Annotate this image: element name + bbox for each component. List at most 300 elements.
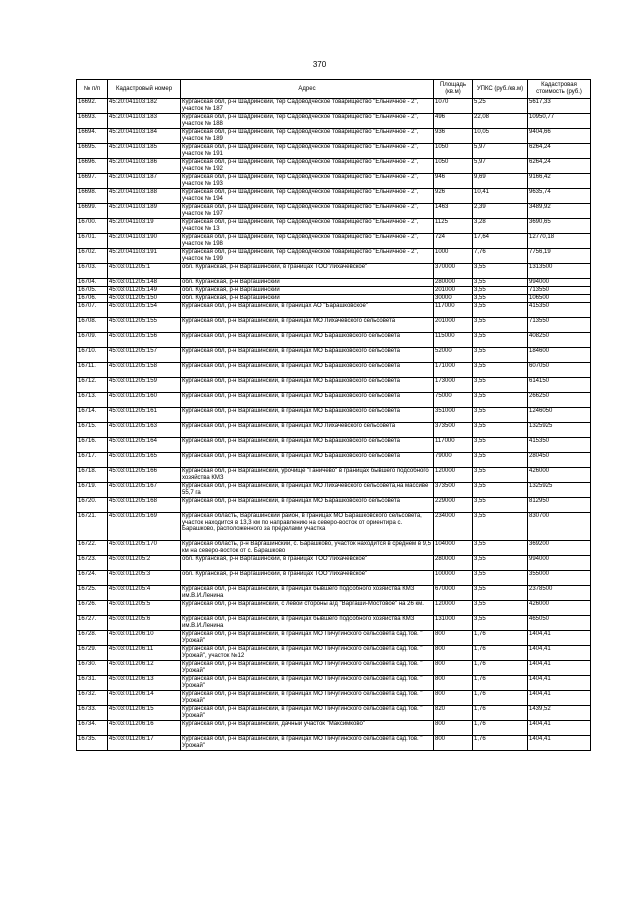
cell-row-number: 16722. xyxy=(77,541,108,556)
cell-cadastral-value: 713550 xyxy=(528,287,591,295)
cell-upks: 3,55 xyxy=(473,408,528,423)
cell-area: 280000 xyxy=(434,279,473,287)
cell-cadastral-value: 713550 xyxy=(528,318,591,333)
table-row xyxy=(77,736,591,751)
cell-cadastral-value: 426000 xyxy=(528,601,591,616)
cell-address: обл. Курганская, р-н Варгашинский xyxy=(181,295,434,303)
cell-cadastral-number: 45:03:011205:155 xyxy=(108,318,181,333)
table-row xyxy=(77,616,591,631)
cell-address: Курганская обл, р-н Варгашинский, в границах МО Барашковского сельсовета xyxy=(181,453,434,468)
cell-row-number: 16717. xyxy=(77,453,108,468)
cell-upks: 1,76 xyxy=(473,736,528,751)
cell-upks: 3,55 xyxy=(473,541,528,556)
header-upks: УПКС (руб./кв.м) xyxy=(473,80,528,99)
table-row xyxy=(77,631,591,646)
cell-cadastral-value: 1404,41 xyxy=(528,691,591,706)
cell-cadastral-number: 45:03:011205:163 xyxy=(108,423,181,438)
cell-area: 280000 xyxy=(434,556,473,571)
cell-cadastral-number: 45:03:011205:164 xyxy=(108,438,181,453)
cell-area: 79000 xyxy=(434,453,473,468)
cell-cadastral-value: 1325925 xyxy=(528,423,591,438)
cell-address: Курганская обл, р-н Варгашинский, в границах МО Пичугинского сельсовета сад.тов. " Урожай" xyxy=(181,676,434,691)
cell-area: 800 xyxy=(434,661,473,676)
cell-cadastral-value: 106500 xyxy=(528,295,591,303)
table-row xyxy=(77,333,591,348)
cell-upks: 3,55 xyxy=(473,393,528,408)
table-row xyxy=(77,234,591,249)
cell-address: Курганская обл, р-н Варгашинский, в границах МО Барашковского сельсовета xyxy=(181,378,434,393)
cell-area: 946 xyxy=(434,174,473,189)
cell-cadastral-number: 45:03:011205:168 xyxy=(108,498,181,513)
cell-row-number: 16727. xyxy=(77,616,108,631)
table-row xyxy=(77,99,591,114)
table-row xyxy=(77,114,591,129)
cell-address: Курганская обл, р-н Варгашинский, в границах АО "Барашковское" xyxy=(181,303,434,318)
cell-cadastral-number: 45:03:011205:156 xyxy=(108,333,181,348)
cell-cadastral-value: 184600 xyxy=(528,348,591,363)
cell-upks: 10,41 xyxy=(473,189,528,204)
cell-cadastral-value: 10950,77 xyxy=(528,114,591,129)
table-row xyxy=(77,438,591,453)
table-row xyxy=(77,498,591,513)
cell-cadastral-value: 9404,66 xyxy=(528,129,591,144)
cell-upks: 1,76 xyxy=(473,646,528,661)
cell-address: Курганская обл, р-н Варгашинский, в границах МО Барашковского сельсовета xyxy=(181,498,434,513)
cell-cadastral-value: 2378500 xyxy=(528,586,591,601)
cell-address: Курганская обл, р-н Шадринский, тер Садоводческое товарищество "Ельничное - 2", участок № 187 xyxy=(181,99,434,114)
cell-address: Курганская обл, р-н Шадринский, тер Садоводческое товарищество "Ельничное - 2", участок № 198 xyxy=(181,234,434,249)
cell-cadastral-number: 45:03:011205:159 xyxy=(108,378,181,393)
cell-area: 800 xyxy=(434,676,473,691)
cell-upks: 3,55 xyxy=(473,295,528,303)
cell-address: Курганская обл, р-н Варгашинский, в границах МО Пичугинского сельсовета сад.тов. " Урожай" xyxy=(181,631,434,646)
cell-area: 800 xyxy=(434,646,473,661)
cell-address: Курганская обл, р-н Шадринский, тер Садоводческое товарищество "Ельничное - 2", участок № 193 xyxy=(181,174,434,189)
cell-address: Курганская обл, р-н Варгашинский, в границах бывшего подсобного хозяйства КМЗ им.В.И.Ленина xyxy=(181,616,434,631)
cell-row-number: 16704. xyxy=(77,279,108,287)
table-row xyxy=(77,144,591,159)
cell-upks: 1,76 xyxy=(473,661,528,676)
cell-upks: 3,55 xyxy=(473,348,528,363)
cell-cadastral-value: 3489,92 xyxy=(528,204,591,219)
table-row xyxy=(77,303,591,318)
cell-cadastral-value: 355000 xyxy=(528,571,591,586)
cell-address: Курганская обл, р-н Варгашинский, в границах бывшего подсобного хозяйства КМЗ им.В.И.Ленина xyxy=(181,586,434,601)
cell-area: 800 xyxy=(434,736,473,751)
cell-cadastral-value: 415350 xyxy=(528,303,591,318)
cell-cadastral-number: 45:03:011206:11 xyxy=(108,646,181,661)
cell-cadastral-value: 408250 xyxy=(528,333,591,348)
cell-cadastral-number: 45:20:041103:191 xyxy=(108,249,181,264)
cell-row-number: 16703. xyxy=(77,264,108,279)
cell-cadastral-number: 45:03:011205:161 xyxy=(108,408,181,423)
cell-upks: 3,55 xyxy=(473,264,528,279)
header-cadastral-number: Кадастровый номер xyxy=(108,80,181,99)
cell-area: 800 xyxy=(434,691,473,706)
cell-row-number: 16734. xyxy=(77,721,108,736)
cell-area: 926 xyxy=(434,189,473,204)
cell-upks: 3,55 xyxy=(473,586,528,601)
cell-cadastral-value: 812950 xyxy=(528,498,591,513)
table-row xyxy=(77,513,591,541)
cell-cadastral-value: 1404,41 xyxy=(528,646,591,661)
cell-address: Курганская обл, р-н Шадринский, тер Садоводческое товарищество "Ельничное - 2", участок № 192 xyxy=(181,159,434,174)
cell-area: 800 xyxy=(434,631,473,646)
cell-upks: 3,55 xyxy=(473,279,528,287)
cell-cadastral-number: 45:03:011205:6 xyxy=(108,616,181,631)
cell-row-number: 16721. xyxy=(77,513,108,541)
cell-upks: 1,76 xyxy=(473,721,528,736)
cell-upks: 3,55 xyxy=(473,616,528,631)
header-area: Площадь (кв.м) xyxy=(434,80,473,99)
cell-upks: 3,55 xyxy=(473,423,528,438)
cell-cadastral-number: 45:03:011205:1 xyxy=(108,264,181,279)
cell-cadastral-value: 1404,41 xyxy=(528,721,591,736)
cell-address: Курганская обл, р-н Варгашинский, в границах МО Лихачевского сельсовета xyxy=(181,318,434,333)
table-row xyxy=(77,264,591,279)
cell-cadastral-value: 426000 xyxy=(528,468,591,483)
cell-address: Курганская обл, р-н Варгашинский, в границах МО Пичугинского сельсовета сад.тов. " Урожай" xyxy=(181,661,434,676)
cell-row-number: 16719. xyxy=(77,483,108,498)
table-row xyxy=(77,287,591,295)
cell-area: 117000 xyxy=(434,303,473,318)
cell-area: 351000 xyxy=(434,408,473,423)
cell-area: 1050 xyxy=(434,144,473,159)
cell-row-number: 16697. xyxy=(77,174,108,189)
cell-row-number: 16728. xyxy=(77,631,108,646)
cell-row-number: 16725. xyxy=(77,586,108,601)
cell-row-number: 16733. xyxy=(77,706,108,721)
cell-cadastral-number: 45:03:011206:16 xyxy=(108,721,181,736)
cell-address: обл. Курганская, р-н Варгашинский, в границах ТОО"Лихачевское" xyxy=(181,571,434,586)
cell-area: 201000 xyxy=(434,318,473,333)
cell-area: 201000 xyxy=(434,287,473,295)
table-row xyxy=(77,601,591,616)
cell-cadastral-value: 1404,41 xyxy=(528,676,591,691)
cadastral-table xyxy=(76,79,591,751)
cell-row-number: 16696. xyxy=(77,159,108,174)
table-row xyxy=(77,393,591,408)
cell-row-number: 16723. xyxy=(77,556,108,571)
cell-upks: 1,76 xyxy=(473,691,528,706)
cell-cadastral-value: 1439,52 xyxy=(528,706,591,721)
cell-area: 800 xyxy=(434,721,473,736)
cell-area: 234000 xyxy=(434,513,473,541)
cell-cadastral-value: 6264,24 xyxy=(528,144,591,159)
cell-cadastral-number: 45:20:041103:188 xyxy=(108,189,181,204)
cell-address: Курганская область, р-н Варгашинский, с. Барашково, участок находится в среднем в 9,5 км на северо-восток от с. Барашково xyxy=(181,541,434,556)
cell-address: обл. Курганская, р-н Варгашинский xyxy=(181,287,434,295)
table-body xyxy=(77,99,591,751)
cell-cadastral-number: 45:20:041103:186 xyxy=(108,159,181,174)
cell-cadastral-number: 45:03:011205:169 xyxy=(108,513,181,541)
cell-cadastral-number: 45:20:041103:19 xyxy=(108,219,181,234)
cell-area: 120000 xyxy=(434,601,473,616)
table-row xyxy=(77,571,591,586)
cell-cadastral-number: 45:03:011206:14 xyxy=(108,691,181,706)
cell-row-number: 16699. xyxy=(77,204,108,219)
cell-upks: 5,97 xyxy=(473,144,528,159)
cell-cadastral-value: 1404,41 xyxy=(528,736,591,751)
cell-row-number: 16716. xyxy=(77,438,108,453)
cell-cadastral-number: 45:03:011205:160 xyxy=(108,393,181,408)
cell-cadastral-number: 45:20:041103:184 xyxy=(108,129,181,144)
cell-row-number: 16705. xyxy=(77,287,108,295)
cell-upks: 3,55 xyxy=(473,438,528,453)
cell-upks: 3,55 xyxy=(473,318,528,333)
cell-upks: 3,55 xyxy=(473,483,528,498)
cell-row-number: 16731. xyxy=(77,676,108,691)
cell-address: Курганская обл, р-н Варгашинский, в границах МО Пичугинского сельсовета сад.тов. " Урожай", участок №12 xyxy=(181,646,434,661)
cell-cadastral-value: 6264,24 xyxy=(528,159,591,174)
cell-area: 1463 xyxy=(434,204,473,219)
table-row xyxy=(77,219,591,234)
cell-upks: 5,97 xyxy=(473,159,528,174)
table-row xyxy=(77,159,591,174)
cell-row-number: 16706. xyxy=(77,295,108,303)
cell-area: 131000 xyxy=(434,616,473,631)
cell-upks: 3,55 xyxy=(473,378,528,393)
cell-cadastral-number: 45:03:011205:4 xyxy=(108,586,181,601)
cell-cadastral-number: 45:03:011205:2 xyxy=(108,556,181,571)
cell-cadastral-value: 369200 xyxy=(528,541,591,556)
cell-cadastral-value: 5617,33 xyxy=(528,99,591,114)
table-row xyxy=(77,204,591,219)
cell-upks: 9,69 xyxy=(473,174,528,189)
cell-address: Курганская обл, р-н Шадринский, тер Садоводческое товарищество "Ельничное - 2", участок № 191 xyxy=(181,144,434,159)
table-row xyxy=(77,453,591,468)
cell-upks: 3,55 xyxy=(473,498,528,513)
cell-area: 496 xyxy=(434,114,473,129)
cell-address: обл. Курганская, р-н Варгашинский, в границах ТОО"Лихачевское" xyxy=(181,264,434,279)
cell-upks: 3,28 xyxy=(473,219,528,234)
cell-cadastral-number: 45:20:041103:190 xyxy=(108,234,181,249)
table-row xyxy=(77,279,591,287)
cell-row-number: 16698. xyxy=(77,189,108,204)
cell-row-number: 16708. xyxy=(77,318,108,333)
cell-cadastral-number: 45:03:011205:157 xyxy=(108,348,181,363)
cell-area: 820 xyxy=(434,706,473,721)
cell-address: обл. Курганская, р-н Варгашинский, в границах ТОО"Лихачевское" xyxy=(181,556,434,571)
cell-cadastral-value: 994000 xyxy=(528,279,591,287)
cell-upks: 17,64 xyxy=(473,234,528,249)
table-row xyxy=(77,691,591,706)
cell-area: 229000 xyxy=(434,498,473,513)
cell-cadastral-value: 266250 xyxy=(528,393,591,408)
cell-area: 724 xyxy=(434,234,473,249)
table-row xyxy=(77,174,591,189)
table-row xyxy=(77,586,591,601)
cell-cadastral-number: 45:03:011205:150 xyxy=(108,295,181,303)
table-row xyxy=(77,189,591,204)
cell-area: 117000 xyxy=(434,438,473,453)
cell-area: 173000 xyxy=(434,378,473,393)
header-cadastral-value: Кадастровая стоимость (руб.) xyxy=(528,80,591,99)
header-number: № п/п xyxy=(77,80,108,99)
cell-row-number: 16730. xyxy=(77,661,108,676)
table-row xyxy=(77,318,591,333)
cell-area: 1000 xyxy=(434,249,473,264)
cell-cadastral-value: 1404,41 xyxy=(528,661,591,676)
cell-area: 936 xyxy=(434,129,473,144)
cell-row-number: 16710. xyxy=(77,348,108,363)
cell-address: Курганская обл, р-н Варгашинский, в границах МО Пичугинского сельсовета сад.тов. " Урожай" xyxy=(181,691,434,706)
cell-address: Курганская обл, р-н Варгашинский, с левой стороны а/д "Варгаши-Мостовое" на 26 км. xyxy=(181,601,434,616)
cell-cadastral-value: 614150 xyxy=(528,378,591,393)
table-row xyxy=(77,676,591,691)
cell-address: обл. Курганская, р-н Варгашинский xyxy=(181,279,434,287)
cell-cadastral-value: 465050 xyxy=(528,616,591,631)
cell-area: 115000 xyxy=(434,333,473,348)
cell-row-number: 16702. xyxy=(77,249,108,264)
cell-upks: 3,55 xyxy=(473,363,528,378)
cell-row-number: 16695. xyxy=(77,144,108,159)
table-row xyxy=(77,721,591,736)
cell-cadastral-number: 45:03:011205:165 xyxy=(108,453,181,468)
cell-cadastral-number: 45:03:011206:17 xyxy=(108,736,181,751)
cell-address: Курганская обл, р-н Шадринский, тер Садоводческое товарищество "Ельничное - 2", участок № 188 xyxy=(181,114,434,129)
cell-cadastral-number: 45:03:011206:13 xyxy=(108,676,181,691)
table-row xyxy=(77,408,591,423)
table-row xyxy=(77,129,591,144)
cell-cadastral-number: 45:03:011205:154 xyxy=(108,303,181,318)
cell-cadastral-number: 45:03:011205:3 xyxy=(108,571,181,586)
cell-cadastral-value: 280450 xyxy=(528,453,591,468)
cell-upks: 1,76 xyxy=(473,631,528,646)
table-row xyxy=(77,483,591,498)
cell-cadastral-number: 45:20:041103:187 xyxy=(108,174,181,189)
cell-address: Курганская обл, р-н Шадринский, тер Садоводческое товарищество "Ельничное - 2", участок № 13 xyxy=(181,219,434,234)
cell-address: Курганская обл, р-н Варгашинский, в границах МО Барашковского сельсовета xyxy=(181,438,434,453)
cell-upks: 3,55 xyxy=(473,571,528,586)
cell-cadastral-value: 607050 xyxy=(528,363,591,378)
cell-area: 370000 xyxy=(434,264,473,279)
cell-upks: 3,55 xyxy=(473,287,528,295)
cell-address: Курганская обл, р-н Шадринский, тер Садоводческое товарищество "Ельничное - 2", участок № 189 xyxy=(181,129,434,144)
cell-upks: 3,55 xyxy=(473,601,528,616)
cell-address: Курганская обл, р-н Варгашинский, в границах МО Барашковского сельсовета xyxy=(181,348,434,363)
cell-cadastral-value: 830700 xyxy=(528,513,591,541)
cell-cadastral-value: 12770,18 xyxy=(528,234,591,249)
cell-area: 670000 xyxy=(434,586,473,601)
cell-cadastral-number: 45:03:011206:12 xyxy=(108,661,181,676)
cell-cadastral-number: 45:03:011206:15 xyxy=(108,706,181,721)
table-row xyxy=(77,468,591,483)
cell-row-number: 16718. xyxy=(77,468,108,483)
cell-cadastral-value: 1246050 xyxy=(528,408,591,423)
cell-address: Курганская обл, р-н Шадринский, тер Садоводческое товарищество "Ельничное - 2", участок № 194 xyxy=(181,189,434,204)
table-row xyxy=(77,556,591,571)
cell-upks: 3,55 xyxy=(473,333,528,348)
cell-cadastral-number: 45:03:011205:148 xyxy=(108,279,181,287)
cell-cadastral-number: 45:20:041103:189 xyxy=(108,204,181,219)
cell-address: Курганская обл, р-н Варгашинский, в границах МО Барашковского сельсовета xyxy=(181,408,434,423)
cell-upks: 22,08 xyxy=(473,114,528,129)
cell-upks: 5,25 xyxy=(473,99,528,114)
cell-cadastral-number: 45:20:041103:185 xyxy=(108,144,181,159)
cell-address: Курганская обл, р-н Варгашинский, в границах МО Барашковского сельсовета xyxy=(181,393,434,408)
cell-cadastral-number: 45:03:011205:167 xyxy=(108,483,181,498)
cell-upks: 3,55 xyxy=(473,513,528,541)
cell-cadastral-value: 994000 xyxy=(528,556,591,571)
cell-row-number: 16709. xyxy=(77,333,108,348)
page-number: 370 xyxy=(312,60,327,69)
cell-cadastral-number: 45:20:041103:182 xyxy=(108,99,181,114)
cell-area: 1125 xyxy=(434,219,473,234)
cell-row-number: 16707. xyxy=(77,303,108,318)
cell-upks: 3,55 xyxy=(473,556,528,571)
cell-upks: 3,55 xyxy=(473,468,528,483)
cell-area: 1070 xyxy=(434,99,473,114)
cell-area: 171000 xyxy=(434,363,473,378)
cell-area: 75000 xyxy=(434,393,473,408)
cell-row-number: 16715. xyxy=(77,423,108,438)
cell-area: 52000 xyxy=(434,348,473,363)
cell-upks: 1,76 xyxy=(473,706,528,721)
cell-area: 120000 xyxy=(434,468,473,483)
cell-row-number: 16694. xyxy=(77,129,108,144)
cell-area: 1050 xyxy=(434,159,473,174)
cell-upks: 2,39 xyxy=(473,204,528,219)
cell-upks: 10,05 xyxy=(473,129,528,144)
cell-area: 373500 xyxy=(434,483,473,498)
cell-row-number: 16712. xyxy=(77,378,108,393)
cell-row-number: 16724. xyxy=(77,571,108,586)
cell-row-number: 16711. xyxy=(77,363,108,378)
cell-row-number: 16726. xyxy=(77,601,108,616)
cell-address: Курганская обл, р-н Шадринский, тер Садоводческое товарищество "Ельничное - 2", участок № 199 xyxy=(181,249,434,264)
table-row xyxy=(77,646,591,661)
cell-upks: 7,76 xyxy=(473,249,528,264)
cell-row-number: 16729. xyxy=(77,646,108,661)
cell-cadastral-value: 7756,19 xyxy=(528,249,591,264)
cell-upks: 3,55 xyxy=(473,303,528,318)
cell-cadastral-number: 45:03:011205:158 xyxy=(108,363,181,378)
table-row xyxy=(77,348,591,363)
cell-row-number: 16735. xyxy=(77,736,108,751)
cell-cadastral-value: 1325925 xyxy=(528,483,591,498)
table-row xyxy=(77,661,591,676)
cell-area: 104000 xyxy=(434,541,473,556)
cell-row-number: 16701. xyxy=(77,234,108,249)
cell-address: Курганская обл, р-н Варгашинский, урочище "Ганичево" в границах бывшего подсобного хозяйства КМЗ xyxy=(181,468,434,483)
cell-cadastral-number: 45:03:011205:5 xyxy=(108,601,181,616)
table-row xyxy=(77,249,591,264)
cell-cadastral-number: 45:03:011205:170 xyxy=(108,541,181,556)
cell-cadastral-value: 1404,41 xyxy=(528,631,591,646)
cell-row-number: 16693. xyxy=(77,114,108,129)
cell-row-number: 16700. xyxy=(77,219,108,234)
cell-address: Курганская область, Варгашинский район, в границах МО Барашковского сельсовета, участок находится в 13,3 км по направлению на северо-восток от ориентира с. Барашково, расположенного за пределами участка xyxy=(181,513,434,541)
cell-address: Курганская обл, р-н Варгашинский, в границах МО Лихачевского сельсовета,на массиве 55,7 га xyxy=(181,483,434,498)
cell-upks: 1,76 xyxy=(473,676,528,691)
cell-address: Курганская обл, р-н Варгашинский, дачный участок "Максимково" xyxy=(181,721,434,736)
cell-upks: 3,55 xyxy=(473,453,528,468)
cell-address: Курганская обл, р-н Шадринский, тер Садоводческое товарищество "Ельничное - 2", участок № 197 xyxy=(181,204,434,219)
cell-address: Курганская обл, р-н Варгашинский, в границах МО Пичугинского сельсовета сад.тов. " Урожай" xyxy=(181,736,434,751)
cell-row-number: 16692. xyxy=(77,99,108,114)
cell-cadastral-number: 45:03:011206:10 xyxy=(108,631,181,646)
header-address: Адрес xyxy=(181,80,434,99)
table-row xyxy=(77,423,591,438)
table-row xyxy=(77,541,591,556)
cell-row-number: 16732. xyxy=(77,691,108,706)
cell-address: Курганская обл, р-н Варгашинский, в границах МО Пичугинского сельсовета сад.тов. " Урожай" xyxy=(181,706,434,721)
cell-cadastral-number: 45:03:011205:149 xyxy=(108,287,181,295)
cell-cadastral-number: 45:20:041103:183 xyxy=(108,114,181,129)
cell-address: Курганская обл, р-н Варгашинский, в границах МО Барашковского сельсовета xyxy=(181,363,434,378)
cell-cadastral-value: 1313500 xyxy=(528,264,591,279)
